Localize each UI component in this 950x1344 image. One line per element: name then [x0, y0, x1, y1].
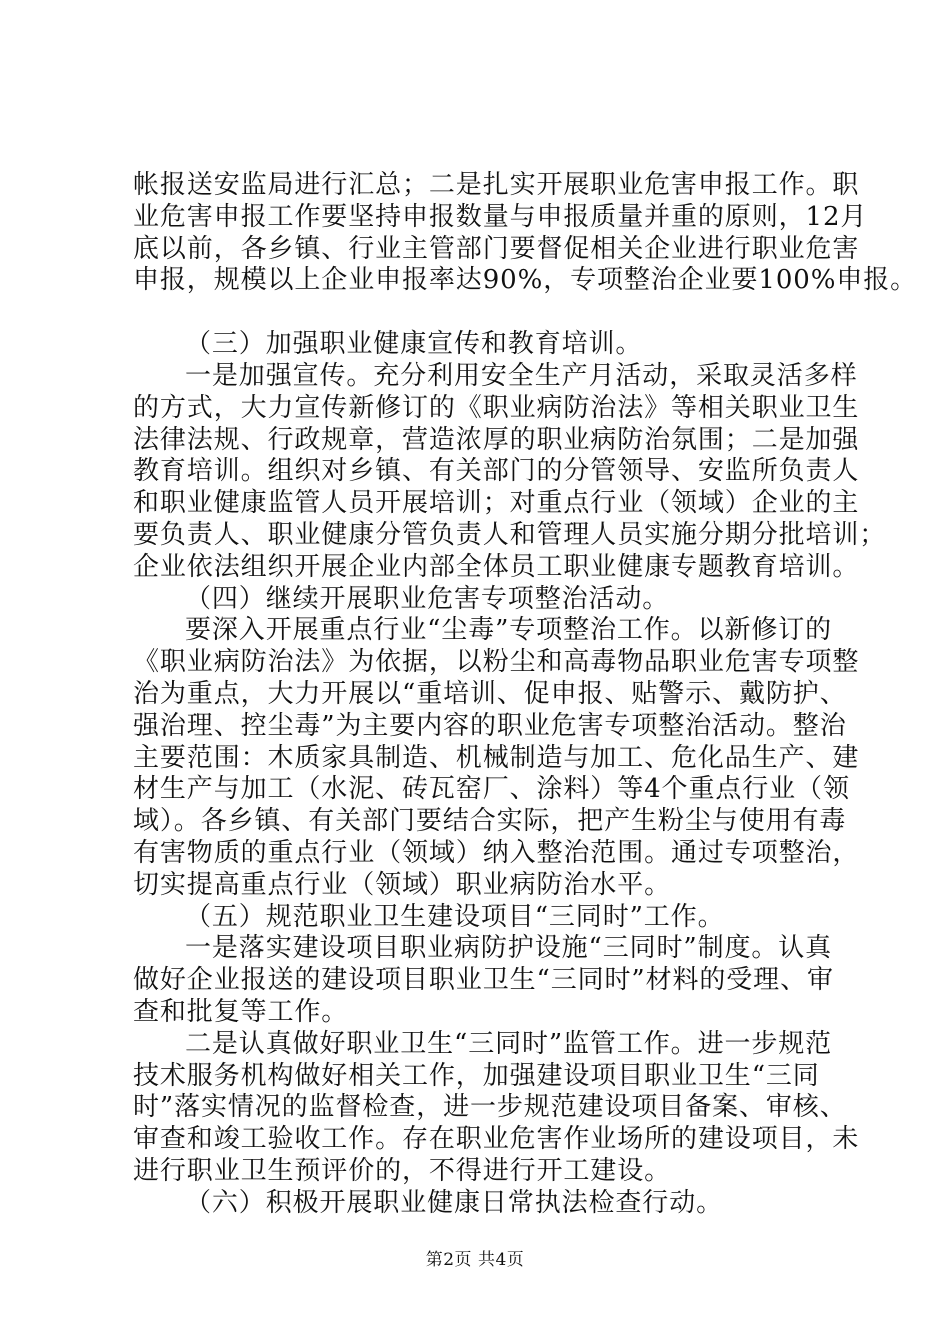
text-line: 一是落实建设项目职业病防护设施“三同时”制度。认真	[185, 933, 833, 964]
paragraph	[133, 1028, 860, 1188]
text-line: 强治理、控尘毒”为主要内容的职业危害专项整治活动。整治	[133, 710, 847, 741]
text-line: 要深入开展重点行业“尘毒”专项整治工作。以新修订的	[185, 615, 833, 646]
text-line: 的方式，大力宣传新修订的《职业病防治法》等相关职业卫生	[133, 392, 860, 423]
paragraph	[133, 615, 860, 901]
paragraph	[133, 360, 887, 584]
text-line: 《职业病防治法》为依据，以粉尘和高毒物品职业危害专项整	[133, 647, 860, 678]
text-line: 做好企业报送的建设项目职业卫生“三同时”材料的受理、审	[133, 965, 834, 996]
paragraph-gap	[133, 297, 845, 329]
paragraph	[133, 933, 845, 1028]
text-line: （五）规范职业卫生建设项目“三同时”工作。	[185, 901, 725, 932]
text-line: 二是认真做好职业卫生“三同时”监管工作。进一步规范	[185, 1028, 833, 1059]
text-line: 进行职业卫生预评价的，不得进行开工建设。	[133, 1155, 672, 1186]
text-line: 有害物质的重点行业（领域）纳入整治范围。通过专项整治，	[133, 837, 860, 868]
text-line: 企业依法组织开展企业内部全体员工职业健康专题教育培训。	[133, 551, 860, 582]
paragraph	[133, 170, 918, 297]
text-line: 技术服务机构做好相关工作，加强建设项目职业卫生“三同	[133, 1060, 820, 1091]
text-line: 教育培训。组织对乡镇、有关部门的分管领导、安监所负责人	[133, 456, 860, 487]
text-line: （四）继续开展职业危害专项整治活动。	[185, 583, 670, 614]
text-line: 查和批复等工作。	[133, 996, 349, 1027]
text-line: 切实提高重点行业（领域）职业病防治水平。	[133, 869, 672, 900]
text-line: 底以前，各乡镇、行业主管部门要督促相关企业进行职业危害	[133, 233, 860, 264]
text-line: 法律法规、行政规章，营造浓厚的职业病防治氛围；二是加强	[133, 424, 860, 455]
text-line: 业危害申报工作要坚持申报数量与申报质量并重的原则，12月	[133, 201, 868, 232]
text-line: 要负责人、职业健康分管负责人和管理人员实施分期分批培训；	[133, 519, 887, 550]
text-line: （六）积极开展职业健康日常执法检查行动。	[185, 1187, 724, 1218]
text-line: 审查和竣工验收工作。存在职业危害作业场所的建设项目，未	[133, 1124, 860, 1155]
page-footer: 第2页 共4页	[425, 1250, 525, 1270]
paragraph	[133, 584, 845, 616]
text-line: 申报，规模以上企业申报率达90%，专项整治企业要100%申报。	[133, 265, 918, 296]
text-line: 和职业健康监管人员开展培训；对重点行业（领域）企业的主	[133, 488, 860, 519]
text-line: （三）加强职业健康宣传和教育培训。	[185, 329, 643, 360]
text-line: 时”落实情况的监督检查，进一步规范建设项目备案、审核、	[133, 1092, 847, 1123]
text-line: 治为重点，大力开展以“重培训、促申报、贴警示、戴防护、	[133, 678, 847, 709]
paragraph	[133, 1188, 845, 1220]
paragraph	[133, 329, 845, 361]
paragraph	[133, 902, 845, 934]
text-line: 帐报送安监局进行汇总；二是扎实开展职业危害申报工作。职	[133, 170, 860, 200]
text-line: 域）。各乡镇、有关部门要结合实际，把产生粉尘与使用有毒	[133, 806, 847, 837]
document-body	[133, 170, 918, 1220]
text-line: 一是加强宣传。充分利用安全生产月活动，采取灵活多样	[185, 360, 858, 391]
text-line: 材生产与加工（水泥、砖瓦窑厂、涂料）等4个重点行业（领	[133, 774, 850, 805]
text-line: 主要范围：木质家具制造、机械制造与加工、危化品生产、建	[133, 742, 860, 773]
